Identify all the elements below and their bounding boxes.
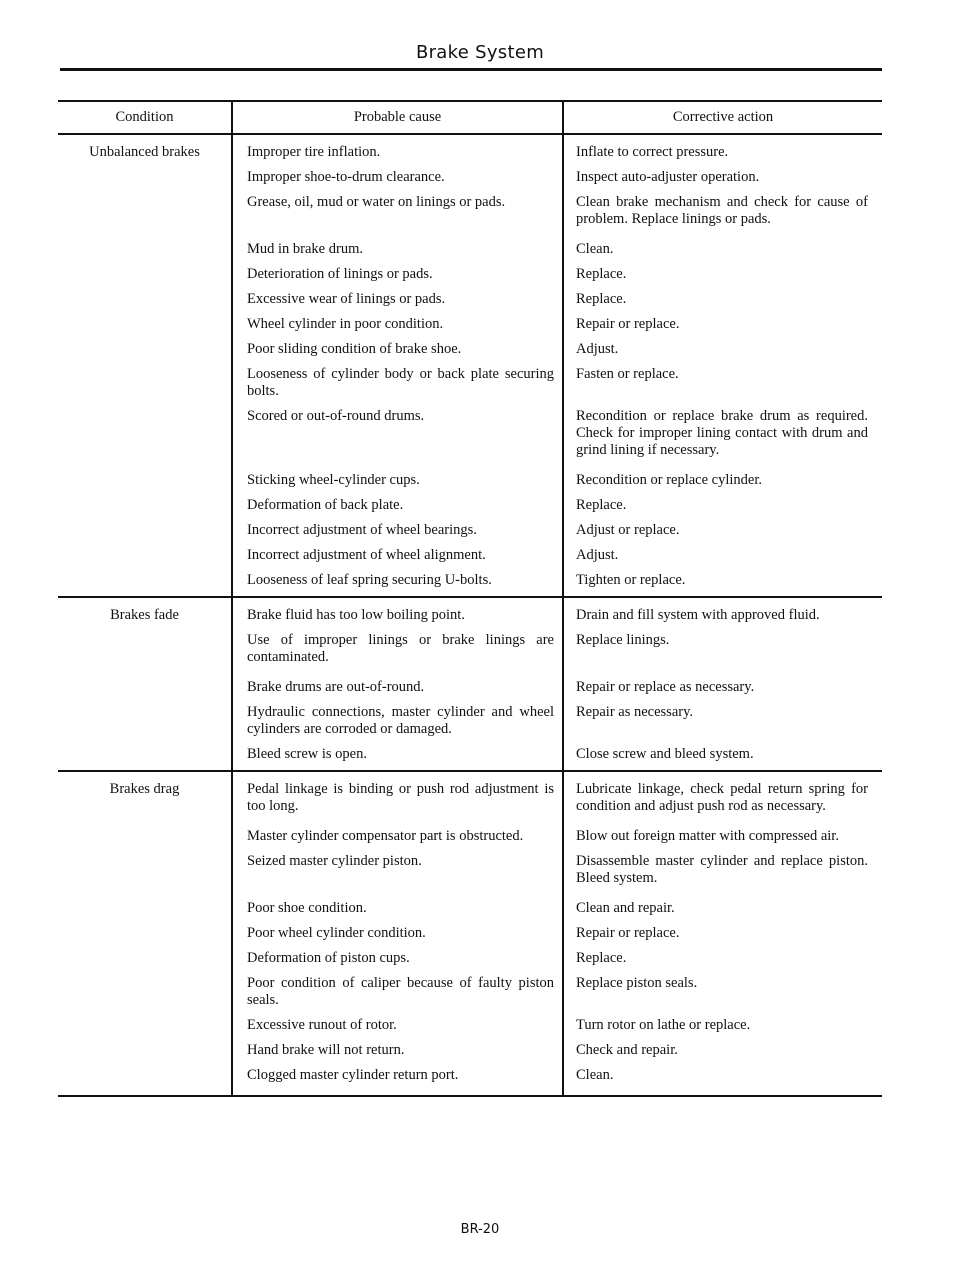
action-item: Clean.: [576, 1067, 614, 1083]
header-corrective-action: Corrective action: [563, 101, 882, 134]
action-item: Recondition or replace brake drum as required. Check for improper lining contact with drum and grind lining if necessary.: [576, 408, 868, 458]
cause-item: Scored or out-of-round drums.: [247, 408, 425, 424]
action-item: Clean brake mechanism and check for cause of problem. Replace linings or pads.: [576, 194, 868, 227]
cause-item: Bleed screw is open.: [247, 746, 367, 762]
header-condition: Condition: [58, 101, 232, 134]
probable-cause-cell: [232, 134, 563, 597]
cause-item: Seized master cylinder piston.: [247, 853, 422, 869]
table-header-row: [58, 101, 882, 134]
action-item: Replace linings.: [576, 632, 670, 648]
troubleshooting-table-container: [58, 100, 882, 1097]
action-item: Recondition or replace cylinder.: [576, 472, 763, 488]
cause-item: Excessive runout of rotor.: [247, 1017, 397, 1033]
action-item: Blow out foreign matter with compressed air.: [576, 828, 839, 844]
action-item: Repair or replace as necessary.: [576, 679, 755, 695]
cause-item: Deformation of piston cups.: [247, 950, 410, 966]
cause-item: Grease, oil, mud or water on linings or pads.: [247, 194, 506, 210]
action-item: Replace.: [576, 291, 627, 307]
table-row: [58, 134, 882, 597]
cause-item: Brake fluid has too low boiling point.: [247, 607, 465, 623]
action-item: Clean and repair.: [576, 900, 675, 916]
cause-item: Wheel cylinder in poor condition.: [247, 316, 444, 332]
cause-item: Looseness of leaf spring securing U-bolts.: [247, 572, 492, 588]
cause-item: Incorrect adjustment of wheel bearings.: [247, 522, 477, 538]
action-item: Lubricate linkage, check pedal return spring for condition and adjust push rod as necessary.: [576, 781, 868, 814]
cause-item: Deterioration of linings or pads.: [247, 266, 433, 282]
cause-item: Excessive wear of linings or pads.: [247, 291, 446, 307]
cause-item: Brake drums are out-of-round.: [247, 679, 425, 695]
action-item: Repair as necessary.: [576, 704, 694, 720]
action-item: Replace.: [576, 950, 627, 966]
table-row: [58, 771, 882, 1096]
action-item: Close screw and bleed system.: [576, 746, 754, 762]
probable-cause-cell: [232, 597, 563, 771]
header-divider: [60, 68, 882, 71]
action-item: Drain and fill system with approved fluid.: [576, 607, 820, 623]
troubleshooting-table: [58, 100, 882, 1097]
action-item: Clean.: [576, 241, 614, 257]
action-item: Repair or replace.: [576, 316, 680, 332]
probable-cause-cell: [232, 771, 563, 1096]
cause-item: Looseness of cylinder body or back plate securing bolts.: [247, 366, 554, 399]
action-item: Disassemble master cylinder and replace piston. Bleed system.: [576, 853, 868, 886]
cause-item: Hydraulic connections, master cylinder and wheel cylinders are corroded or damaged.: [247, 704, 554, 737]
cause-item: Sticking wheel-cylinder cups.: [247, 472, 420, 488]
table-body: [58, 134, 882, 1096]
cause-item: Master cylinder compensator part is obstructed.: [247, 828, 524, 844]
cause-item: Use of improper linings or brake linings are contaminated.: [247, 632, 554, 665]
action-item: Inflate to correct pressure.: [576, 144, 729, 160]
cause-item: Deformation of back plate.: [247, 497, 404, 513]
corrective-action-cell: [563, 597, 882, 771]
table-row: [58, 597, 882, 771]
corrective-action-cell: [563, 134, 882, 597]
action-item: Replace.: [576, 497, 627, 513]
action-item: Inspect auto-adjuster operation.: [576, 169, 760, 185]
action-item: Adjust.: [576, 547, 619, 563]
condition-cell: Brakes drag: [58, 771, 232, 1096]
action-item: Turn rotor on lathe or replace.: [576, 1017, 751, 1033]
action-item: Check and repair.: [576, 1042, 678, 1058]
condition-cell: Brakes fade: [58, 597, 232, 771]
corrective-action-cell: [563, 771, 882, 1096]
action-item: Replace piston seals.: [576, 975, 698, 991]
action-item: Replace.: [576, 266, 627, 282]
cause-item: Pedal linkage is binding or push rod adjustment is too long.: [247, 781, 554, 814]
cause-item: Hand brake will not return.: [247, 1042, 405, 1058]
cause-item: Poor shoe condition.: [247, 900, 367, 916]
action-item: Repair or replace.: [576, 925, 680, 941]
action-item: Fasten or replace.: [576, 366, 679, 382]
condition-cell: Unbalanced brakes: [58, 134, 232, 597]
action-item: Adjust.: [576, 341, 619, 357]
action-item: Tighten or replace.: [576, 572, 686, 588]
cause-item: Improper shoe-to-drum clearance.: [247, 169, 445, 185]
cause-item: Improper tire inflation.: [247, 144, 381, 160]
cause-item: Poor sliding condition of brake shoe.: [247, 341, 462, 357]
header-probable-cause: Probable cause: [232, 101, 563, 134]
page-title: Brake System: [415, 42, 545, 63]
page-number: BR-20: [460, 1222, 500, 1237]
cause-item: Incorrect adjustment of wheel alignment.: [247, 547, 486, 563]
cause-item: Poor wheel cylinder condition.: [247, 925, 426, 941]
cause-item: Mud in brake drum.: [247, 241, 363, 257]
cause-item: Clogged master cylinder return port.: [247, 1067, 459, 1083]
action-item: Adjust or replace.: [576, 522, 680, 538]
cause-item: Poor condition of caliper because of faulty piston seals.: [247, 975, 554, 1008]
